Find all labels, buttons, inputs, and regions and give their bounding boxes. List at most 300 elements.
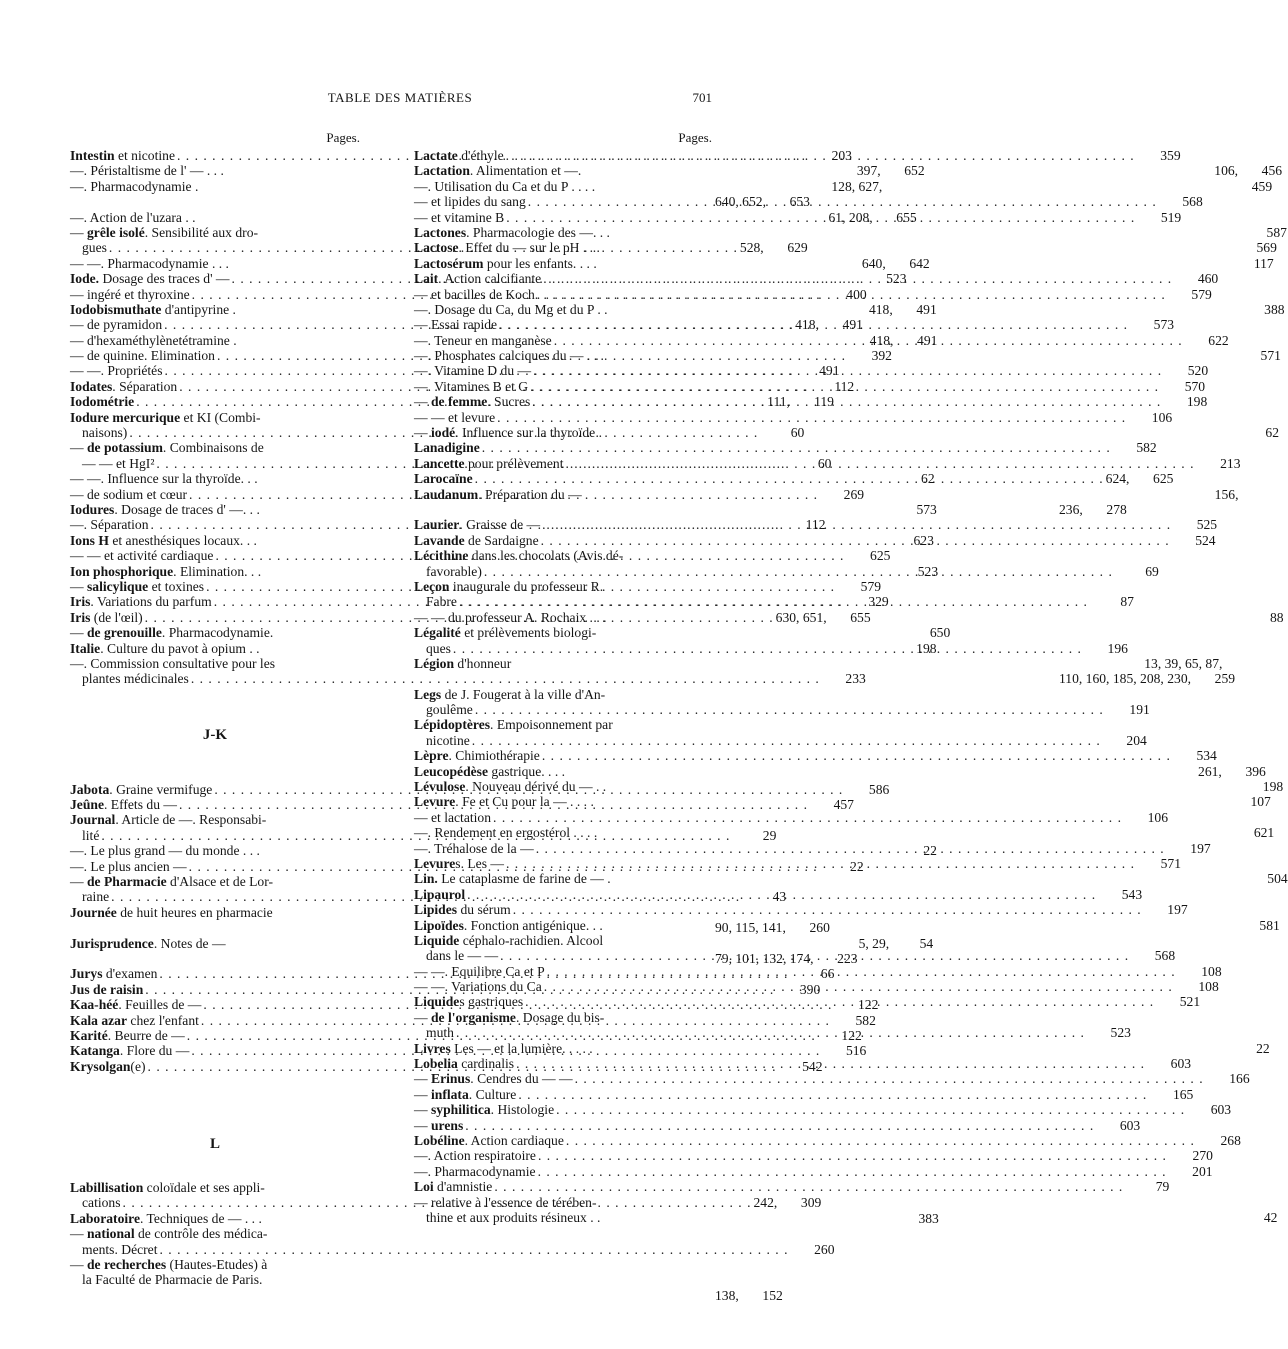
page-reference-final: 309 xyxy=(800,1195,822,1211)
entry-text: —. Action de l'uzara . . xyxy=(70,209,196,225)
page-references: 111, xyxy=(767,394,790,410)
dot-leader xyxy=(536,841,1165,859)
entry-text: Jurys d'examen xyxy=(70,966,158,982)
page-reference-final: 60 xyxy=(790,425,805,441)
entry-text: Leucopédèse gastrique. . . . xyxy=(414,763,566,779)
entry-text: lité xyxy=(82,827,100,843)
page-reference-final: 568 xyxy=(1154,948,1176,964)
entry-text: Lanadigine xyxy=(414,440,480,456)
page-reference-final: 87 xyxy=(1120,594,1134,610)
entry-text: Légalité et prélèvements biologi- xyxy=(414,625,597,641)
entry-text: — de Pharmacie d'Alsace et de Lor- xyxy=(70,874,274,890)
dot-leader xyxy=(467,887,1096,905)
entry-text: —. Utilisation du Ca et du P . . . . xyxy=(414,178,596,194)
entry-text: —. Teneur en manganèse xyxy=(414,332,552,348)
entry-text: Lobelia cardinalis xyxy=(414,1056,515,1072)
entry-line xyxy=(414,871,1288,887)
dot-leader xyxy=(530,379,1159,394)
dot-leader xyxy=(484,564,1113,579)
page-reference-final: 581 xyxy=(1259,917,1280,933)
page-reference-final: 196 xyxy=(1107,640,1128,656)
entry-text: nicotine xyxy=(426,732,470,748)
entry-text: — de sodium et cœur xyxy=(70,486,188,502)
entry-text: — de pyramidon xyxy=(70,317,163,333)
page-reference-final: 629 xyxy=(787,240,808,256)
entry-line xyxy=(414,1195,712,1210)
page-reference-final: 491 xyxy=(819,363,840,379)
page-references: 242, xyxy=(753,1195,778,1211)
page-reference-final: 62 xyxy=(1265,425,1279,441)
page-reference-final: 201 xyxy=(1192,1163,1213,1179)
entry-line xyxy=(414,548,712,563)
page-reference-final: 579 xyxy=(1191,286,1212,302)
page-reference-final: 516 xyxy=(845,1043,867,1059)
dot-leader xyxy=(533,363,1162,378)
entry-text: Livres Les — et la lumière. . . . . xyxy=(414,1040,593,1056)
entry-text: Liquides gastriques xyxy=(414,994,524,1010)
page-reference-final: 569 xyxy=(1256,240,1277,256)
entry-text: — salicylique et toxines xyxy=(70,578,205,594)
page-reference-final: 268 xyxy=(1220,1133,1241,1148)
dot-leader xyxy=(494,1179,1123,1194)
page-reference-final: 534 xyxy=(1196,748,1217,764)
entry-line xyxy=(414,1163,1213,1179)
entry-text: — grêle isolé. Sensibilité aux dro- xyxy=(70,224,259,240)
page-reference-final: 457 xyxy=(833,797,854,813)
page-reference-final: 22 xyxy=(923,843,937,859)
page-reference-final: 79 xyxy=(1155,1179,1170,1195)
page-references: 110, 160, 185, 208, 230, xyxy=(1058,671,1192,687)
entry-text: Iris. Variations du parfum xyxy=(70,594,212,610)
page-references: 138, xyxy=(714,1287,739,1303)
page-references: 418, xyxy=(868,301,893,317)
page-reference-final: 62 xyxy=(921,471,935,487)
page-references: 261, xyxy=(1198,763,1222,779)
entry-line xyxy=(70,1180,360,1195)
index-entry xyxy=(414,1102,1232,1118)
entry-text: — — et HgI² xyxy=(82,455,155,471)
dot-leader xyxy=(482,440,1111,455)
page-reference-final: 108 xyxy=(1201,963,1222,979)
entry-text: thine et aux produits résineux . . xyxy=(426,1209,601,1225)
dot-leader xyxy=(513,902,1142,917)
page-reference-final: 359 xyxy=(1160,148,1181,163)
page-reference-final: 260 xyxy=(814,1241,835,1257)
pages-column-label: Pages. xyxy=(326,130,360,145)
entry-text: —. Action respiratoire xyxy=(414,1148,536,1164)
page-reference-final: 582 xyxy=(1136,440,1157,456)
dot-leader xyxy=(500,948,1129,963)
page-reference-final: 587 xyxy=(1266,224,1287,240)
entry-text: ments. Décret xyxy=(82,1241,158,1257)
page-reference-final: 603 xyxy=(1170,1056,1192,1072)
entry-text: Légion d'honneur xyxy=(414,655,512,671)
entry-text: — national de contrôle des médica- xyxy=(70,1226,268,1242)
page-reference-final: 60 xyxy=(817,455,832,471)
page-reference-final: 652 xyxy=(904,163,925,179)
page-reference-final: 523 xyxy=(1110,1025,1131,1041)
page-reference-final: 383 xyxy=(918,1210,939,1226)
entry-text: — —. Influence sur la thyroïde. . . xyxy=(70,471,258,487)
entry-text: —. Pharmacodynamie xyxy=(414,1163,536,1179)
entry-line xyxy=(414,1102,1232,1118)
entry-text: Larocaïne xyxy=(414,471,473,487)
entry-text: cations xyxy=(82,1195,121,1211)
entry-text: — inflata. Culture xyxy=(414,1086,517,1102)
entry-text: — de femme. Sucres xyxy=(414,394,531,410)
entry-text: Lèpre. Chimiothérapie xyxy=(414,748,540,764)
index-entry xyxy=(414,748,1217,764)
index-entry xyxy=(414,886,1143,902)
page-reference-final: 582 xyxy=(855,1012,876,1028)
entry-text: Lipaurol xyxy=(414,886,466,902)
dot-leader xyxy=(542,748,1171,763)
entry-text: raine xyxy=(82,889,110,905)
entry-text: — Erinus. Cendres du — — xyxy=(414,1071,573,1087)
entry-line xyxy=(414,579,712,594)
entry-text: Journal. Article de —. Responsabi- xyxy=(70,812,267,828)
entry-text: Katanga. Flore du — xyxy=(70,1043,190,1059)
entry-line xyxy=(414,655,1223,671)
entry-text: Lin. Le cataplasme de farine de — . xyxy=(414,871,611,887)
page-reference-final: 152 xyxy=(762,1287,783,1303)
dot-leader xyxy=(554,333,1183,348)
page-references: 624, xyxy=(1105,471,1130,487)
page-reference-final: 117 xyxy=(1253,255,1274,271)
entry-line xyxy=(414,1133,1241,1148)
entry-text: Lait. Action calcifiante xyxy=(414,271,542,287)
entry-text: — relative à l'essence de térében- xyxy=(414,1194,597,1210)
page-reference-final: 568 xyxy=(1182,194,1203,210)
entry-text: Kaa-héé. Feuilles de — xyxy=(70,997,202,1013)
entry-text: Jurisprudence. Notes de — xyxy=(70,935,226,951)
index-entry xyxy=(414,1179,1170,1195)
dot-leader xyxy=(544,979,1173,994)
entry-text: Jabota. Graine vermifuge xyxy=(70,781,213,797)
entry-text: Iodures. Dosage de traces d' —. . . xyxy=(70,501,260,517)
entry-line xyxy=(414,763,1266,779)
page-reference-final: 459 xyxy=(1251,178,1273,194)
entry-text: Lipides du sérum xyxy=(414,902,511,918)
page-reference-final: 69 xyxy=(1145,563,1159,579)
entry-text: —. Le plus grand — du monde . . . xyxy=(70,843,260,859)
page-reference-final: 573 xyxy=(916,501,937,517)
dot-leader xyxy=(506,856,1135,871)
entry-text: — Essai rapide xyxy=(414,317,498,333)
dot-leader xyxy=(459,594,1088,609)
entry-text: — ingéré et thyroxine xyxy=(70,286,190,302)
entry-text: —. Péristaltisme de l' — . . . xyxy=(70,163,224,179)
page-reference-final: 460 xyxy=(1197,271,1219,287)
page-reference-final: 166 xyxy=(1229,1071,1250,1087)
entry-text: — et vitamine B xyxy=(414,209,505,225)
page-reference-final: 112 xyxy=(834,378,855,394)
page-reference-final: 198 xyxy=(916,640,937,656)
entry-text: muth xyxy=(426,1025,454,1041)
entry-line xyxy=(70,1257,360,1272)
page-references: 630, 651, xyxy=(775,609,827,625)
page-reference-final: 655 xyxy=(896,209,917,225)
entry-continuation-line xyxy=(414,702,1150,718)
entry-text: Jeûne. Effets du — xyxy=(70,797,177,813)
index-entry xyxy=(414,717,1147,748)
page-reference-final: 491 xyxy=(842,317,863,333)
entry-text: —. Dosage du Ca, du Mg et du P . . xyxy=(414,301,608,317)
page-reference-final: 524 xyxy=(1195,532,1216,548)
index-entry xyxy=(414,1086,1194,1102)
dot-leader xyxy=(532,394,1161,409)
dot-leader xyxy=(541,533,1170,548)
page-reference-final: 198 xyxy=(1262,779,1284,795)
page-reference-final: 223 xyxy=(837,950,858,966)
entry-continuation-line xyxy=(70,1287,783,1303)
entry-text: Iode. Dosage des traces d' — xyxy=(70,271,230,287)
entry-line xyxy=(414,224,1287,240)
entry-text: Levure. Fe et Cu pour la — . . . . xyxy=(414,794,594,810)
entry-text: — syphilitica. Histologie xyxy=(414,1102,555,1118)
entry-text: — iodé. Influence sur la thyroïde . xyxy=(414,425,603,441)
page-reference-final: 43 xyxy=(772,889,787,905)
entry-text: Laurier. Graisse de — xyxy=(414,517,541,533)
entry-text: Iodates. Séparation xyxy=(70,378,178,394)
running-title: TABLE DES MATIÈRES xyxy=(327,90,473,105)
entry-text: Lobéline. Action cardiaque xyxy=(414,1133,564,1148)
page-references: 79, 101, 132, 174, xyxy=(714,950,814,966)
entry-line xyxy=(414,1148,1213,1164)
page-reference-final: 491 xyxy=(916,301,937,317)
entry-continuation-line xyxy=(70,671,866,687)
page-reference-final: 520 xyxy=(1187,363,1209,379)
dot-leader xyxy=(472,733,1101,748)
pages-column-label: Pages. xyxy=(678,130,712,145)
entry-text: Lavande de Sardaigne xyxy=(414,532,539,548)
page-number: 701 xyxy=(692,90,712,105)
index-entry xyxy=(414,440,1157,456)
entry-text: — —. Propriétés xyxy=(70,363,163,379)
entry-line xyxy=(414,440,1157,456)
entry-line xyxy=(414,809,1168,825)
index-entry xyxy=(414,763,1266,779)
entry-text: gues xyxy=(82,240,107,256)
section-heading: L xyxy=(209,1136,220,1153)
entry-text: Laudanum. Préparation du — xyxy=(414,486,582,502)
page-reference-final: 571 xyxy=(1260,348,1281,364)
dot-leader xyxy=(475,702,1104,717)
entry-line xyxy=(70,905,360,920)
page-reference-final: 653 xyxy=(789,194,810,210)
index-entry xyxy=(414,871,1288,887)
page-reference-final: 106 xyxy=(1151,409,1173,425)
page-reference-final: 119 xyxy=(814,394,834,410)
page-reference-final: 456 xyxy=(1261,163,1283,179)
entry-line xyxy=(414,625,712,640)
entry-text: dans le — — xyxy=(426,948,499,964)
page-reference-final: 270 xyxy=(1192,1148,1213,1164)
page-reference-final: 571 xyxy=(1160,855,1181,871)
dot-leader xyxy=(518,1087,1147,1102)
page-reference-final: 625 xyxy=(870,548,891,564)
entry-text: Italie. Culture du pavot à opium . . xyxy=(70,640,260,656)
page-reference-final: 22 xyxy=(850,858,864,874)
page-reference-final: 204 xyxy=(1126,732,1147,748)
page-references: 236, xyxy=(1058,501,1083,517)
page-reference-final: 107 xyxy=(1250,794,1271,810)
dot-leader xyxy=(538,1148,1167,1163)
page-reference-final: 521 xyxy=(1179,994,1201,1010)
page-references: 418, xyxy=(795,317,819,333)
entry-text: Fabre xyxy=(426,594,457,610)
dot-leader xyxy=(516,1056,1145,1071)
page-reference-final: 579 xyxy=(860,578,882,594)
entry-text: —. Le plus ancien — xyxy=(70,858,187,874)
page-references: 528, xyxy=(739,240,764,256)
entry-text: — — et activité cardiaque xyxy=(70,548,214,564)
entry-line xyxy=(414,687,712,702)
page-reference-final: 197 xyxy=(1167,902,1188,918)
page-references: 13, 39, 65, 87, xyxy=(1144,655,1223,671)
page-references: 128, 627, xyxy=(831,178,883,194)
index-entry xyxy=(414,1163,1213,1179)
entry-text: — — du professeur A. Rochaix . . . xyxy=(414,609,607,625)
page-reference-final: 29 xyxy=(762,827,777,843)
dot-leader xyxy=(497,410,1126,425)
entry-text: Lancette pour prélèvement xyxy=(414,455,564,471)
page-reference-final: 260 xyxy=(809,920,830,936)
entry-line xyxy=(414,1117,1141,1133)
entry-line xyxy=(414,1086,1194,1102)
page-reference-final: 213 xyxy=(1220,455,1241,471)
entry-text: — —. Variations du Ca xyxy=(414,979,542,995)
entry-text: la Faculté de Pharmacie de Paris. xyxy=(82,1272,263,1288)
index-entry xyxy=(414,1117,1141,1133)
entry-text: Ions H et anesthésiques locaux. . . xyxy=(70,532,257,548)
page-reference-final: 655 xyxy=(850,609,871,625)
entry-line xyxy=(70,656,360,671)
page-references: 61, 208, xyxy=(828,209,873,225)
entry-line xyxy=(414,471,1174,487)
entry-text: —. Vitamines B et G xyxy=(414,378,529,394)
entry-text: —. Rendement en ergostérol . . . . xyxy=(414,825,598,841)
page-reference-final: 523 xyxy=(917,563,939,579)
dot-leader xyxy=(160,1242,789,1257)
entry-line xyxy=(414,717,712,732)
page-references: 106, xyxy=(1214,163,1239,179)
entry-text: Lipoïdes. Fonction antigénique. . . xyxy=(414,917,603,933)
page-reference-final: 650 xyxy=(929,625,951,641)
page-reference-final: 122 xyxy=(841,1027,862,1043)
entry-text: — d'hexaméthylènetétramine . xyxy=(70,332,237,348)
index-entry xyxy=(70,1226,835,1257)
index-entry xyxy=(414,471,1174,487)
page-reference-final: 88 xyxy=(1269,609,1284,625)
index-entry xyxy=(414,1148,1213,1164)
entry-text: Ion phosphorique. Elimination. . . xyxy=(70,563,262,579)
entry-text: Lactosérum pour les enfants. . . . xyxy=(414,255,597,271)
page-reference-final: 42 xyxy=(1263,1209,1278,1225)
page-reference-final: 586 xyxy=(868,781,890,797)
entry-line xyxy=(70,1226,360,1241)
entry-text: Iodure mercurique et KI (Combi- xyxy=(70,409,261,425)
dot-leader xyxy=(542,517,1171,532)
entry-line xyxy=(414,902,1188,918)
page-reference-final: 504 xyxy=(1267,871,1288,887)
page-reference-final: 259 xyxy=(1214,671,1236,687)
page-reference-final: 400 xyxy=(846,286,867,302)
entry-text: plantes médicinales xyxy=(82,671,189,687)
page-reference-final: 543 xyxy=(1121,886,1143,902)
entry-text: — —. Equilibre Ca et P xyxy=(414,963,545,979)
page-reference-final: 392 xyxy=(871,348,892,364)
page-reference-final: 623 xyxy=(913,532,934,548)
page-reference-final: 573 xyxy=(1153,317,1175,333)
entry-text: —. Tréhalose de la — xyxy=(414,840,534,856)
entry-text: — de quinine. Elimination xyxy=(70,348,215,364)
dot-leader xyxy=(506,210,1135,225)
page-reference-final: 191 xyxy=(1129,702,1150,718)
page-reference-final: 278 xyxy=(1106,501,1127,517)
entry-text: — de grenouille. Pharmacodynamie. xyxy=(70,625,274,641)
entry-line xyxy=(70,501,937,517)
entry-text: Legs de J. Fougerat à la ville d'An- xyxy=(414,686,606,702)
dot-leader xyxy=(556,1102,1185,1117)
entry-line xyxy=(414,1010,712,1025)
page-reference-final: 198 xyxy=(1186,394,1208,410)
page-references: 640, xyxy=(861,255,886,271)
page-reference-final: 491 xyxy=(917,332,938,348)
page-reference-final: 106 xyxy=(1147,809,1168,825)
entry-text: Kala azar chez l'enfant xyxy=(70,1012,199,1028)
entry-text: — et bacilles de Koch xyxy=(414,286,535,302)
page-reference-final: 390 xyxy=(799,981,821,997)
entry-text: — et lipides du sang xyxy=(414,194,526,210)
entry-line xyxy=(70,874,360,889)
entry-text: Leçon inaugurale du professeur R. xyxy=(414,578,604,594)
page-reference-final: 622 xyxy=(1208,332,1229,348)
entry-text: Lactate d'éthyle xyxy=(414,148,504,163)
entry-line xyxy=(70,410,360,425)
entry-continuation-line xyxy=(70,1241,835,1257)
entry-text: Laboratoire. Techniques de — . . . xyxy=(70,1210,262,1226)
dot-leader xyxy=(453,641,1082,656)
page-references: 156, xyxy=(1214,486,1239,502)
dot-leader xyxy=(528,194,1157,209)
page-reference-final: 203 xyxy=(831,148,852,163)
dot-leader xyxy=(566,456,1195,471)
entry-text: —. Pharmacodynamie . xyxy=(70,178,199,194)
page-reference-final: 54 xyxy=(919,935,934,951)
index-entry xyxy=(414,224,1287,240)
page-reference-final: 388 xyxy=(1264,301,1285,317)
dot-leader xyxy=(547,964,1176,982)
entry-text: ques xyxy=(426,640,451,656)
entry-text: —. Phosphates calciques du — . . . xyxy=(414,348,604,364)
entry-continuation-line xyxy=(414,732,1147,748)
page-reference-final: 269 xyxy=(843,486,865,502)
entry-text: —. Commission consultative pour les xyxy=(70,655,276,671)
index-entry xyxy=(414,809,1168,825)
page-reference-final: 625 xyxy=(1153,471,1174,487)
entry-text: — — et levure xyxy=(414,409,496,425)
entry-line xyxy=(414,1071,1250,1087)
dot-leader xyxy=(566,1133,1195,1148)
page-references: 397, xyxy=(856,163,881,179)
entry-text: — de l'organisme. Dosage du bis- xyxy=(414,1009,605,1025)
index-entry xyxy=(70,501,937,517)
entry-text: — et lactation xyxy=(414,809,492,825)
index-entry xyxy=(414,409,1173,425)
entry-line xyxy=(70,440,360,455)
entry-text: Liquide céphalo-rachidien. Alcool xyxy=(414,932,604,948)
